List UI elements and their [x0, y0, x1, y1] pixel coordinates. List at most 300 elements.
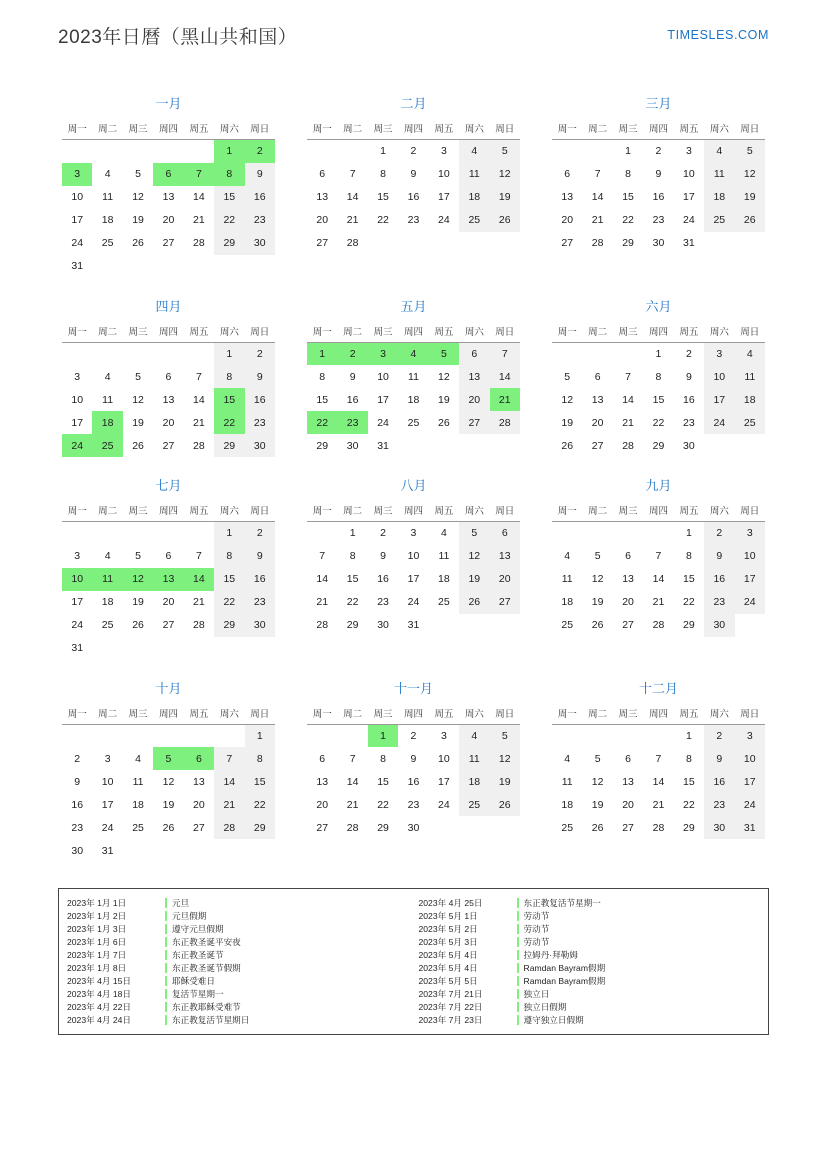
- day-cell[interactable]: 21: [316, 596, 329, 608]
- day-cell-holiday[interactable]: 7: [184, 163, 214, 186]
- day-cell[interactable]: 20: [490, 568, 520, 591]
- day-cell[interactable]: 31: [735, 816, 765, 839]
- day-cell[interactable]: 13: [622, 775, 634, 788]
- day-cell[interactable]: 14: [490, 365, 520, 388]
- day-cell[interactable]: 15: [245, 770, 275, 793]
- day-cell-holiday[interactable]: 2: [337, 342, 367, 365]
- day-cell-holiday[interactable]: 1: [368, 724, 398, 747]
- day-cell[interactable]: 23: [245, 209, 275, 232]
- day-cell[interactable]: 3: [74, 370, 81, 383]
- day-cell[interactable]: 17: [71, 416, 84, 429]
- day-cell[interactable]: 27: [193, 821, 205, 834]
- day-cell[interactable]: 6: [564, 168, 571, 180]
- day-cell[interactable]: 28: [591, 237, 604, 249]
- day-cell[interactable]: 30: [377, 619, 389, 631]
- day-cell[interactable]: 17: [377, 393, 389, 406]
- day-cell[interactable]: 10: [377, 370, 389, 383]
- day-cell[interactable]: 10: [683, 168, 695, 180]
- day-cell[interactable]: 5: [490, 724, 520, 747]
- day-cell[interactable]: 19: [591, 596, 604, 608]
- day-cell[interactable]: 17: [438, 191, 450, 203]
- day-cell[interactable]: 12: [459, 545, 489, 568]
- day-cell[interactable]: 23: [71, 821, 84, 834]
- day-cell[interactable]: 2: [410, 729, 417, 742]
- day-cell[interactable]: 8: [685, 550, 692, 562]
- day-cell[interactable]: 2: [410, 145, 417, 158]
- day-cell[interactable]: 9: [245, 163, 275, 186]
- day-cell[interactable]: 30: [407, 821, 420, 834]
- day-cell[interactable]: 6: [319, 168, 326, 180]
- day-cell[interactable]: 15: [346, 573, 359, 585]
- day-cell[interactable]: 1: [625, 145, 631, 158]
- day-cell[interactable]: 16: [683, 393, 695, 406]
- day-cell[interactable]: 23: [652, 214, 665, 226]
- day-cell[interactable]: 4: [564, 752, 571, 765]
- day-cell[interactable]: 22: [214, 591, 244, 614]
- day-cell[interactable]: 16: [407, 191, 420, 203]
- day-cell[interactable]: 1: [349, 527, 356, 540]
- day-cell[interactable]: 5: [735, 140, 765, 163]
- day-cell[interactable]: 8: [349, 550, 356, 562]
- day-cell[interactable]: 28: [490, 411, 520, 434]
- day-cell[interactable]: 28: [652, 821, 665, 834]
- day-cell[interactable]: 10: [438, 168, 450, 180]
- day-cell[interactable]: 28: [193, 619, 205, 631]
- day-cell[interactable]: 24: [407, 596, 420, 608]
- day-cell[interactable]: 9: [245, 545, 275, 568]
- day-cell[interactable]: 21: [193, 416, 205, 429]
- day-cell[interactable]: 7: [594, 168, 601, 180]
- day-cell[interactable]: 4: [440, 527, 447, 540]
- day-cell[interactable]: 27: [622, 619, 634, 631]
- day-cell[interactable]: 8: [319, 370, 326, 383]
- day-cell[interactable]: 27: [622, 821, 634, 834]
- day-cell-holiday[interactable]: 22: [214, 411, 244, 434]
- day-cell[interactable]: 6: [490, 522, 520, 545]
- day-cell[interactable]: 9: [685, 370, 692, 383]
- day-cell[interactable]: 22: [622, 214, 634, 226]
- day-cell[interactable]: 14: [622, 393, 634, 406]
- day-cell[interactable]: 22: [245, 793, 275, 816]
- day-cell[interactable]: 15: [214, 568, 244, 591]
- day-cell[interactable]: 2: [380, 527, 386, 540]
- day-cell-holiday[interactable]: 6: [153, 163, 183, 186]
- day-cell[interactable]: 5: [459, 522, 489, 545]
- day-cell[interactable]: 2: [74, 752, 81, 765]
- day-cell-holiday[interactable]: 3: [368, 342, 398, 365]
- day-cell[interactable]: 11: [459, 163, 489, 186]
- day-cell[interactable]: 11: [704, 163, 734, 186]
- day-cell[interactable]: 6: [165, 550, 172, 562]
- day-cell[interactable]: 18: [101, 596, 114, 608]
- day-cell[interactable]: 23: [683, 416, 695, 429]
- day-cell[interactable]: 29: [214, 434, 244, 457]
- day-cell[interactable]: 16: [652, 191, 665, 203]
- day-cell[interactable]: 27: [316, 821, 329, 834]
- day-cell[interactable]: 29: [214, 614, 244, 637]
- day-cell[interactable]: 18: [459, 186, 489, 209]
- day-cell[interactable]: 25: [459, 209, 489, 232]
- day-cell[interactable]: 12: [490, 163, 520, 186]
- day-cell[interactable]: 28: [346, 821, 359, 834]
- day-cell[interactable]: 5: [135, 550, 141, 562]
- day-cell[interactable]: 21: [652, 798, 665, 811]
- day-cell[interactable]: 20: [622, 798, 634, 811]
- day-cell[interactable]: 24: [438, 214, 450, 226]
- day-cell[interactable]: 1: [245, 724, 275, 747]
- day-cell[interactable]: 14: [214, 770, 244, 793]
- day-cell[interactable]: 1: [685, 527, 692, 540]
- day-cell[interactable]: 13: [561, 191, 574, 203]
- day-cell[interactable]: 30: [71, 844, 84, 857]
- day-cell[interactable]: 8: [214, 365, 244, 388]
- day-cell[interactable]: 6: [459, 342, 489, 365]
- day-cell[interactable]: 13: [162, 191, 175, 203]
- day-cell[interactable]: 20: [162, 596, 175, 608]
- day-cell[interactable]: 21: [591, 214, 604, 226]
- day-cell[interactable]: 2: [704, 724, 734, 747]
- day-cell[interactable]: 16: [245, 388, 275, 411]
- day-cell[interactable]: 15: [377, 775, 389, 788]
- day-cell[interactable]: 22: [214, 209, 244, 232]
- day-cell[interactable]: 23: [377, 596, 389, 608]
- day-cell[interactable]: 18: [459, 770, 489, 793]
- day-cell[interactable]: 11: [459, 747, 489, 770]
- day-cell[interactable]: 25: [704, 209, 734, 232]
- day-cell[interactable]: 25: [561, 821, 574, 834]
- day-cell[interactable]: 18: [704, 186, 734, 209]
- day-cell[interactable]: 8: [214, 545, 244, 568]
- day-cell[interactable]: 14: [316, 573, 329, 585]
- day-cell[interactable]: 31: [71, 260, 84, 272]
- day-cell[interactable]: 16: [71, 798, 84, 811]
- day-cell[interactable]: 7: [195, 550, 202, 562]
- day-cell[interactable]: 14: [346, 775, 359, 788]
- day-cell[interactable]: 10: [71, 191, 84, 203]
- day-cell[interactable]: 21: [214, 793, 244, 816]
- day-cell[interactable]: 21: [193, 214, 205, 226]
- day-cell[interactable]: 14: [193, 393, 205, 406]
- day-cell[interactable]: 28: [193, 237, 205, 249]
- day-cell[interactable]: 20: [316, 798, 329, 811]
- day-cell[interactable]: 30: [704, 816, 734, 839]
- day-cell-holiday[interactable]: 25: [92, 434, 122, 457]
- day-cell[interactable]: 11: [561, 573, 573, 585]
- day-cell[interactable]: 3: [104, 752, 111, 765]
- day-cell[interactable]: 12: [591, 573, 604, 585]
- day-cell-holiday[interactable]: 24: [62, 434, 92, 457]
- day-cell[interactable]: 17: [704, 388, 734, 411]
- day-cell[interactable]: 24: [101, 821, 114, 834]
- day-cell[interactable]: 3: [704, 342, 734, 365]
- day-cell[interactable]: 18: [561, 596, 574, 608]
- day-cell[interactable]: 19: [735, 186, 765, 209]
- day-cell[interactable]: 15: [316, 393, 329, 406]
- day-cell[interactable]: 21: [622, 416, 634, 429]
- day-cell[interactable]: 7: [655, 550, 662, 562]
- day-cell[interactable]: 1: [214, 342, 244, 365]
- day-cell[interactable]: 24: [704, 411, 734, 434]
- day-cell[interactable]: 5: [594, 550, 601, 562]
- day-cell-holiday[interactable]: 5: [153, 747, 183, 770]
- day-cell[interactable]: 4: [704, 140, 734, 163]
- day-cell[interactable]: 13: [316, 191, 329, 203]
- day-cell[interactable]: 25: [407, 416, 420, 429]
- day-cell[interactable]: 13: [459, 365, 489, 388]
- day-cell[interactable]: 20: [162, 416, 175, 429]
- day-cell[interactable]: 24: [735, 591, 765, 614]
- day-cell[interactable]: 19: [561, 416, 574, 429]
- day-cell[interactable]: 16: [704, 568, 734, 591]
- day-cell[interactable]: 10: [71, 393, 84, 406]
- day-cell[interactable]: 7: [195, 370, 202, 383]
- day-cell[interactable]: 28: [193, 439, 205, 452]
- day-cell[interactable]: 17: [407, 573, 420, 585]
- day-cell[interactable]: 10: [438, 752, 450, 765]
- day-cell[interactable]: 15: [683, 775, 695, 788]
- day-cell[interactable]: 13: [591, 393, 604, 406]
- day-cell[interactable]: 1: [214, 522, 244, 545]
- day-cell-holiday[interactable]: 11: [92, 568, 122, 591]
- day-cell[interactable]: 29: [214, 232, 244, 255]
- day-cell[interactable]: 13: [622, 573, 634, 585]
- day-cell[interactable]: 11: [438, 550, 450, 562]
- day-cell-holiday[interactable]: 12: [123, 568, 153, 591]
- day-cell[interactable]: 15: [214, 186, 244, 209]
- day-cell[interactable]: 12: [438, 370, 450, 383]
- day-cell[interactable]: 14: [652, 573, 665, 585]
- day-cell[interactable]: 23: [245, 411, 275, 434]
- day-cell[interactable]: 17: [735, 568, 765, 591]
- day-cell[interactable]: 19: [490, 186, 520, 209]
- day-cell-holiday[interactable]: 1: [214, 140, 244, 163]
- day-cell[interactable]: 25: [438, 596, 450, 608]
- day-cell-holiday[interactable]: 10: [62, 568, 92, 591]
- day-cell[interactable]: 23: [704, 591, 734, 614]
- day-cell[interactable]: 27: [316, 237, 329, 249]
- day-cell[interactable]: 29: [652, 439, 665, 452]
- day-cell[interactable]: 17: [71, 214, 84, 226]
- day-cell-holiday[interactable]: 5: [429, 342, 459, 365]
- day-cell[interactable]: 13: [316, 775, 329, 788]
- day-cell[interactable]: 21: [652, 596, 665, 608]
- day-cell[interactable]: 14: [591, 191, 604, 203]
- day-cell[interactable]: 29: [377, 821, 389, 834]
- day-cell[interactable]: 26: [132, 619, 144, 631]
- day-cell[interactable]: 17: [438, 775, 450, 788]
- day-cell[interactable]: 9: [410, 752, 417, 765]
- day-cell[interactable]: 5: [564, 370, 571, 383]
- day-cell[interactable]: 21: [346, 214, 359, 226]
- day-cell[interactable]: 6: [594, 370, 601, 383]
- day-cell[interactable]: 26: [162, 821, 175, 834]
- day-cell[interactable]: 24: [71, 237, 84, 249]
- day-cell[interactable]: 26: [132, 237, 144, 249]
- day-cell[interactable]: 11: [735, 365, 765, 388]
- day-cell[interactable]: 4: [135, 752, 141, 765]
- day-cell-holiday[interactable]: 6: [184, 747, 214, 770]
- day-cell-holiday[interactable]: 23: [337, 411, 367, 434]
- day-cell[interactable]: 13: [193, 775, 205, 788]
- day-cell[interactable]: 5: [594, 752, 601, 765]
- day-cell[interactable]: 30: [245, 614, 275, 637]
- day-cell[interactable]: 16: [245, 186, 275, 209]
- day-cell[interactable]: 25: [735, 411, 765, 434]
- day-cell[interactable]: 8: [685, 752, 692, 765]
- day-cell-holiday[interactable]: 22: [307, 411, 337, 434]
- day-cell[interactable]: 8: [245, 747, 275, 770]
- day-cell[interactable]: 27: [162, 439, 175, 452]
- day-cell[interactable]: 5: [135, 370, 141, 383]
- day-cell[interactable]: 3: [440, 729, 447, 742]
- day-cell[interactable]: 26: [561, 439, 574, 452]
- day-cell-holiday[interactable]: 14: [184, 568, 214, 591]
- day-cell[interactable]: 16: [245, 568, 275, 591]
- day-cell[interactable]: 29: [245, 816, 275, 839]
- day-cell[interactable]: 17: [735, 770, 765, 793]
- day-cell[interactable]: 20: [622, 596, 634, 608]
- day-cell[interactable]: 27: [490, 591, 520, 614]
- day-cell[interactable]: 22: [683, 596, 695, 608]
- day-cell[interactable]: 15: [622, 191, 634, 203]
- day-cell[interactable]: 17: [71, 596, 84, 608]
- day-cell[interactable]: 14: [346, 191, 359, 203]
- day-cell[interactable]: 18: [561, 798, 574, 811]
- day-cell[interactable]: 23: [407, 798, 420, 811]
- day-cell[interactable]: 3: [410, 527, 417, 540]
- day-cell[interactable]: 26: [591, 619, 604, 631]
- day-cell[interactable]: 24: [438, 798, 450, 811]
- day-cell[interactable]: 3: [685, 145, 692, 158]
- day-cell[interactable]: 22: [377, 798, 389, 811]
- day-cell[interactable]: 25: [101, 619, 114, 631]
- day-cell[interactable]: 3: [735, 522, 765, 545]
- day-cell[interactable]: 2: [245, 522, 275, 545]
- day-cell[interactable]: 12: [591, 775, 604, 788]
- day-cell[interactable]: 7: [655, 752, 662, 765]
- day-cell[interactable]: 23: [245, 591, 275, 614]
- day-cell[interactable]: 6: [625, 752, 631, 765]
- day-cell[interactable]: 19: [591, 798, 604, 811]
- day-cell[interactable]: 29: [683, 821, 695, 834]
- day-cell[interactable]: 17: [101, 798, 114, 811]
- day-cell[interactable]: 6: [165, 370, 172, 383]
- day-cell[interactable]: 9: [74, 775, 81, 788]
- day-cell-holiday[interactable]: 8: [214, 163, 244, 186]
- day-cell[interactable]: 26: [490, 209, 520, 232]
- day-cell[interactable]: 30: [683, 439, 695, 452]
- day-cell[interactable]: 12: [735, 163, 765, 186]
- day-cell[interactable]: 30: [346, 439, 359, 452]
- day-cell[interactable]: 13: [490, 545, 520, 568]
- day-cell[interactable]: 3: [440, 145, 447, 158]
- day-cell[interactable]: 24: [71, 619, 84, 631]
- day-cell[interactable]: 11: [561, 775, 573, 788]
- day-cell[interactable]: 1: [655, 347, 662, 360]
- day-cell[interactable]: 20: [459, 388, 489, 411]
- day-cell[interactable]: 31: [407, 619, 420, 631]
- day-cell[interactable]: 9: [704, 545, 734, 568]
- day-cell[interactable]: 20: [561, 214, 574, 226]
- day-cell[interactable]: 9: [380, 550, 386, 562]
- day-cell[interactable]: 21: [193, 596, 205, 608]
- day-cell[interactable]: 28: [652, 619, 665, 631]
- day-cell[interactable]: 7: [349, 168, 356, 180]
- day-cell[interactable]: 5: [135, 168, 141, 180]
- day-cell[interactable]: 26: [132, 439, 144, 452]
- day-cell[interactable]: 11: [102, 393, 114, 406]
- day-cell[interactable]: 29: [683, 619, 695, 631]
- day-cell-holiday[interactable]: 2: [245, 140, 275, 163]
- day-cell[interactable]: 26: [735, 209, 765, 232]
- day-cell[interactable]: 25: [101, 237, 114, 249]
- day-cell[interactable]: 24: [735, 793, 765, 816]
- day-cell[interactable]: 20: [316, 214, 329, 226]
- day-cell[interactable]: 12: [162, 775, 175, 788]
- day-cell[interactable]: 7: [319, 550, 326, 562]
- day-cell[interactable]: 26: [438, 416, 450, 429]
- day-cell[interactable]: 8: [380, 752, 386, 765]
- day-cell[interactable]: 4: [459, 140, 489, 163]
- day-cell[interactable]: 26: [490, 793, 520, 816]
- day-cell[interactable]: 15: [683, 573, 695, 585]
- day-cell[interactable]: 28: [622, 439, 634, 452]
- day-cell[interactable]: 21: [346, 798, 359, 811]
- day-cell[interactable]: 4: [564, 550, 571, 562]
- day-cell[interactable]: 20: [162, 214, 175, 226]
- day-cell[interactable]: 4: [104, 168, 111, 180]
- day-cell[interactable]: 10: [735, 747, 765, 770]
- day-cell[interactable]: 12: [490, 747, 520, 770]
- day-cell[interactable]: 22: [652, 416, 665, 429]
- day-cell[interactable]: 22: [683, 798, 695, 811]
- day-cell[interactable]: 2: [704, 522, 734, 545]
- day-cell[interactable]: 18: [438, 573, 450, 585]
- day-cell[interactable]: 3: [74, 550, 81, 562]
- day-cell[interactable]: 27: [591, 439, 604, 452]
- day-cell[interactable]: 29: [346, 619, 359, 631]
- day-cell[interactable]: 30: [704, 614, 734, 637]
- day-cell[interactable]: 15: [652, 393, 665, 406]
- day-cell[interactable]: 11: [408, 370, 419, 383]
- day-cell[interactable]: 29: [622, 237, 634, 249]
- day-cell[interactable]: 25: [459, 793, 489, 816]
- day-cell-holiday[interactable]: 13: [153, 568, 183, 591]
- day-cell[interactable]: 22: [346, 596, 359, 608]
- day-cell[interactable]: 11: [132, 775, 144, 788]
- day-cell[interactable]: 23: [407, 214, 420, 226]
- day-cell[interactable]: 16: [407, 775, 420, 788]
- day-cell[interactable]: 28: [316, 619, 329, 631]
- day-cell[interactable]: 8: [655, 370, 662, 383]
- day-cell[interactable]: 2: [655, 145, 662, 158]
- day-cell[interactable]: 14: [652, 775, 665, 788]
- day-cell[interactable]: 31: [377, 439, 389, 452]
- day-cell[interactable]: 25: [561, 619, 574, 631]
- day-cell[interactable]: 8: [625, 168, 631, 180]
- day-cell[interactable]: 31: [101, 844, 114, 857]
- day-cell[interactable]: 11: [102, 191, 114, 203]
- day-cell[interactable]: 19: [490, 770, 520, 793]
- day-cell[interactable]: 12: [132, 191, 144, 203]
- day-cell[interactable]: 13: [162, 393, 175, 406]
- day-cell[interactable]: 9: [410, 168, 417, 180]
- day-cell[interactable]: 19: [438, 393, 450, 406]
- day-cell[interactable]: 30: [245, 434, 275, 457]
- day-cell[interactable]: 31: [683, 237, 695, 249]
- day-cell[interactable]: 24: [683, 214, 695, 226]
- day-cell[interactable]: 17: [683, 191, 695, 203]
